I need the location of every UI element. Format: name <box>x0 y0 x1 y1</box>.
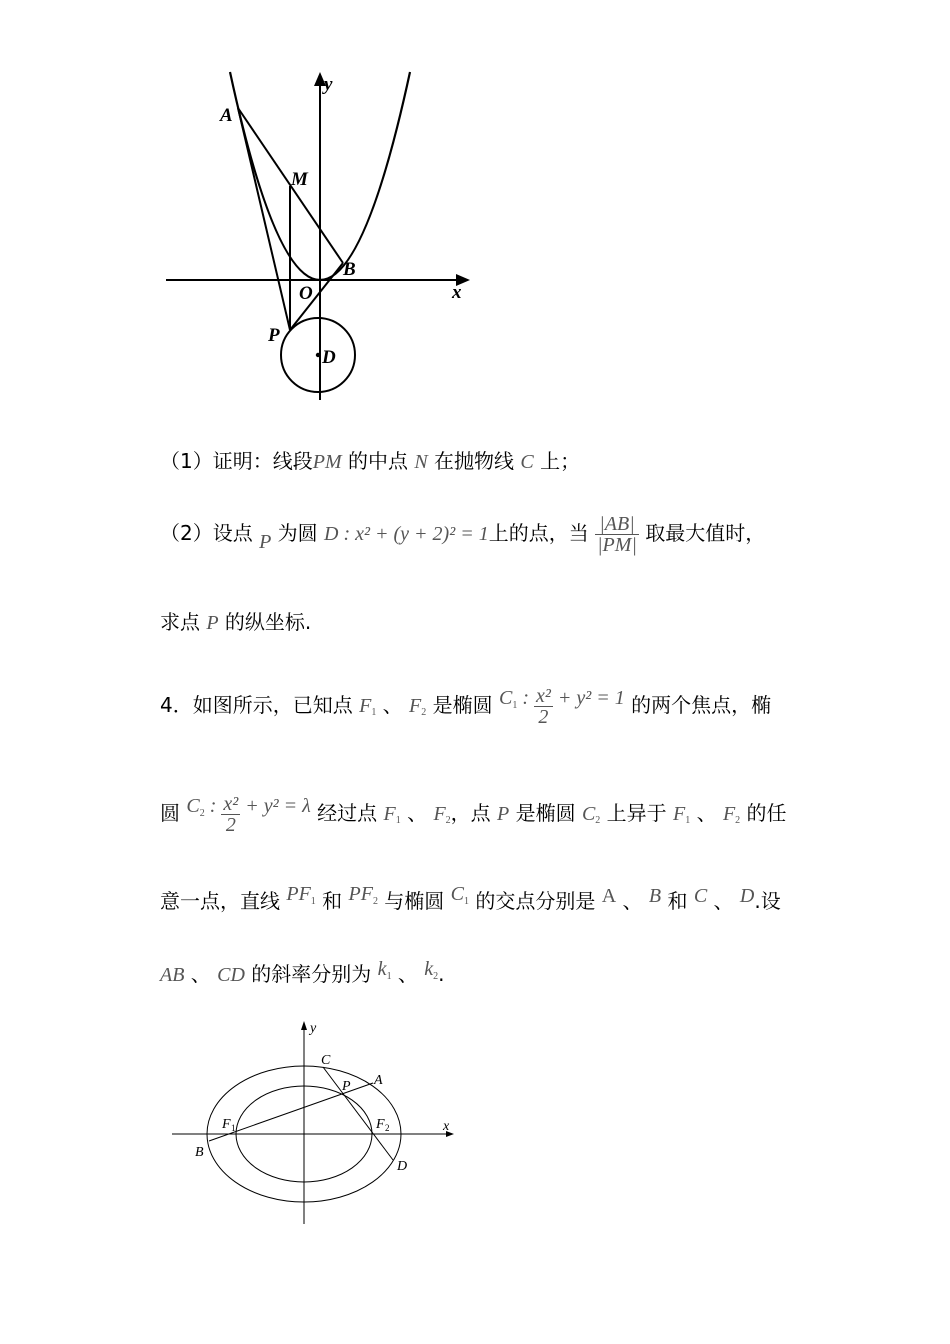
p4-l2-P: P <box>497 803 510 825</box>
p4-PF2-sub: 2 <box>372 896 378 907</box>
p4-l1-mid: 是椭圆 <box>426 693 499 717</box>
p4-l2-F2-sub: 2 <box>445 815 451 826</box>
p4-l4-end: . <box>438 962 445 986</box>
p4-l4-k1-sub: 1 <box>386 971 392 982</box>
p4-ellipse1-frac: $\frac{\text{x²}}{2}$ <box>535 685 551 728</box>
p4-l2-mid2: ，点 <box>450 801 498 825</box>
p4-l2-mid: 经过点 <box>310 801 384 825</box>
p4-l3-D: D <box>739 885 755 907</box>
label-x: x <box>452 282 462 303</box>
p4-l2-C2b: C <box>581 803 596 825</box>
segment-PB <box>290 263 343 330</box>
p4-l2-F1-sub: 1 <box>395 815 401 826</box>
question-1 <box>160 447 580 476</box>
p4-l2-suffix: 的任 <box>740 801 787 825</box>
label2-F1: F <box>222 1117 231 1132</box>
problem-4-line4 <box>160 955 445 991</box>
p4-PF1: PF <box>286 883 311 905</box>
label2-B: B <box>195 1145 204 1160</box>
problem-4-line3 <box>160 880 781 916</box>
p4-l2-sep: 、 <box>400 801 434 825</box>
p4-l2-prefix: 圆 <box>160 801 187 825</box>
q2-frac-denominator: |PM| <box>597 534 637 556</box>
p4-l2-F1b: F <box>673 803 686 825</box>
q1-text-mid: 的中点 <box>341 449 415 473</box>
p4-l3-suffix: .设 <box>754 889 781 913</box>
label2-F2-sub: 2 <box>385 1123 390 1133</box>
p4-sep: 、 <box>376 693 410 717</box>
p4-C2-sub: 2 <box>199 808 205 819</box>
q1-text-prefix: （1）证明：线段 <box>160 449 313 473</box>
p4-l3-C1-sub: 1 <box>464 896 470 907</box>
y-axis-arrow-2 <box>301 1021 307 1030</box>
q1-text-suffix: 上； <box>533 449 581 473</box>
q1-C: C <box>520 451 534 473</box>
label2-y: y <box>310 1021 317 1036</box>
p4-C1-sub: 1 <box>512 700 518 711</box>
q1-text-mid2: 在抛物线 <box>427 449 521 473</box>
p4-l2-mid3: 是椭圆 <box>509 801 582 825</box>
p4-C2: C <box>186 795 200 817</box>
label2-D: D <box>397 1159 408 1174</box>
label2-x: x <box>443 1119 450 1134</box>
p4-l3-C1: C <box>450 883 465 905</box>
q2-text-suffix: 取最大值时， <box>638 521 766 545</box>
p4-l4-sep2: 、 <box>391 962 425 986</box>
p4-l1-prefix: 4．如图所示，已知点 <box>160 693 360 717</box>
problem-4-line1: 4．如图所示，已知点 $F_1$ 、 $F_2$ 是椭圆 $C^1$ : $\frac{\text{x²}}{2}$ + y² = 1 的两个焦点，椭 <box>160 685 772 728</box>
p4-l3-mid: 与椭圆 <box>377 889 451 913</box>
p4-l2-F2b-sub: 2 <box>735 815 741 826</box>
p4-F2-sub: 2 <box>421 707 427 718</box>
p4-F2: F <box>409 695 422 717</box>
p4-l4-mid: 的斜率分别为 <box>244 962 378 986</box>
p4-l3-and2: 和 <box>661 889 694 913</box>
p4-PF2: PF <box>348 883 373 905</box>
p4-F1: F <box>359 695 372 717</box>
q2-circle-equation: D : x² + (y + 2)² = 1 <box>324 523 489 545</box>
label2-F2: F <box>376 1117 385 1132</box>
q1-N: N <box>414 451 428 473</box>
p4-l1-suffix: 的两个焦点，椭 <box>624 693 772 717</box>
q2-text-mid: 为圆 <box>271 521 325 545</box>
label2-P: P <box>342 1079 351 1094</box>
p4-l2-C2b-sub: 2 <box>595 815 601 826</box>
label2-F1-sub: 1 <box>231 1123 236 1133</box>
p4-l2-sep2: 、 <box>690 801 723 825</box>
q2-frac-numerator: |AB| <box>595 514 639 535</box>
p4-F1-sub: 1 <box>371 707 377 718</box>
p4-l2-F2b: F <box>722 803 736 825</box>
label-B: B <box>343 259 356 280</box>
label-M: M <box>291 169 308 190</box>
p4-ellipse1-tail: + y² = 1 <box>552 687 625 709</box>
label2-A: A <box>374 1073 383 1088</box>
p4-l2-F1b-sub: 1 <box>685 815 691 826</box>
center-D-dot <box>316 353 320 357</box>
p4-l3-prefix: 意一点，直线 <box>160 889 287 913</box>
question-2-line2 <box>160 608 311 637</box>
p4-l3-and: 和 <box>315 889 349 913</box>
p4-l3-A: A <box>601 885 617 907</box>
p4-l4-k2: k <box>424 958 434 980</box>
q2-text-prefix: （2）设点 <box>160 521 260 545</box>
p4-l4-sep1: 、 <box>184 962 218 986</box>
figure-parabola <box>150 60 490 410</box>
q2-line2-prefix: 求点 <box>160 610 207 634</box>
p4-l4-CD: CD <box>217 964 245 986</box>
p4-l3-B: B <box>648 885 662 907</box>
problem-4-line2: 圆 $C^2$ : $\frac{\text{x²}}{2}$ + y² = λ 经过点 $F_1$ 、 $F_2$，点 P 是椭圆 $C_2$ 上异于 $F_1$ 、 $F_2$ 的任 <box>160 793 787 836</box>
q2-line2-P: P <box>206 612 219 634</box>
label-D: D <box>322 347 336 368</box>
p4-l4-k2-sub: 2 <box>433 971 439 982</box>
p4-l3-mid2: 的交点分别是 <box>469 889 602 913</box>
segment-PA <box>238 108 290 330</box>
label-O: O <box>299 283 313 304</box>
p4-l2-F1: F <box>383 803 396 825</box>
p4-l4-k1: k <box>377 958 387 980</box>
q1-PM: PM <box>312 451 342 473</box>
label-y: y <box>324 74 333 95</box>
label-P: P <box>268 325 280 346</box>
label2-C: C <box>321 1053 331 1068</box>
p4-l4-AB: AB <box>160 964 185 986</box>
figure-ellipses <box>160 1010 470 1230</box>
q2-fraction <box>595 514 639 555</box>
p4-l3-sep2: 、 <box>707 889 740 913</box>
q2-line2-suffix: 的纵坐标. <box>218 610 312 634</box>
p4-PF1-sub: 1 <box>310 896 316 907</box>
q2-P: P <box>259 531 272 553</box>
p4-l2-mid4: 上异于 <box>600 801 674 825</box>
question-2 <box>160 514 765 556</box>
p4-l3-sep1: 、 <box>616 889 649 913</box>
p4-l2-F2: F <box>433 803 446 825</box>
p4-ellipse2-tail: + y² = λ <box>240 795 311 817</box>
q2-text-mid2: 上的点，当 <box>488 521 596 545</box>
p4-C1: C <box>498 687 513 709</box>
label-A: A <box>220 105 233 126</box>
p4-ellipse2-frac: $\frac{\text{x²}}{2}$ <box>223 793 239 836</box>
p4-l3-C: C <box>693 885 708 907</box>
